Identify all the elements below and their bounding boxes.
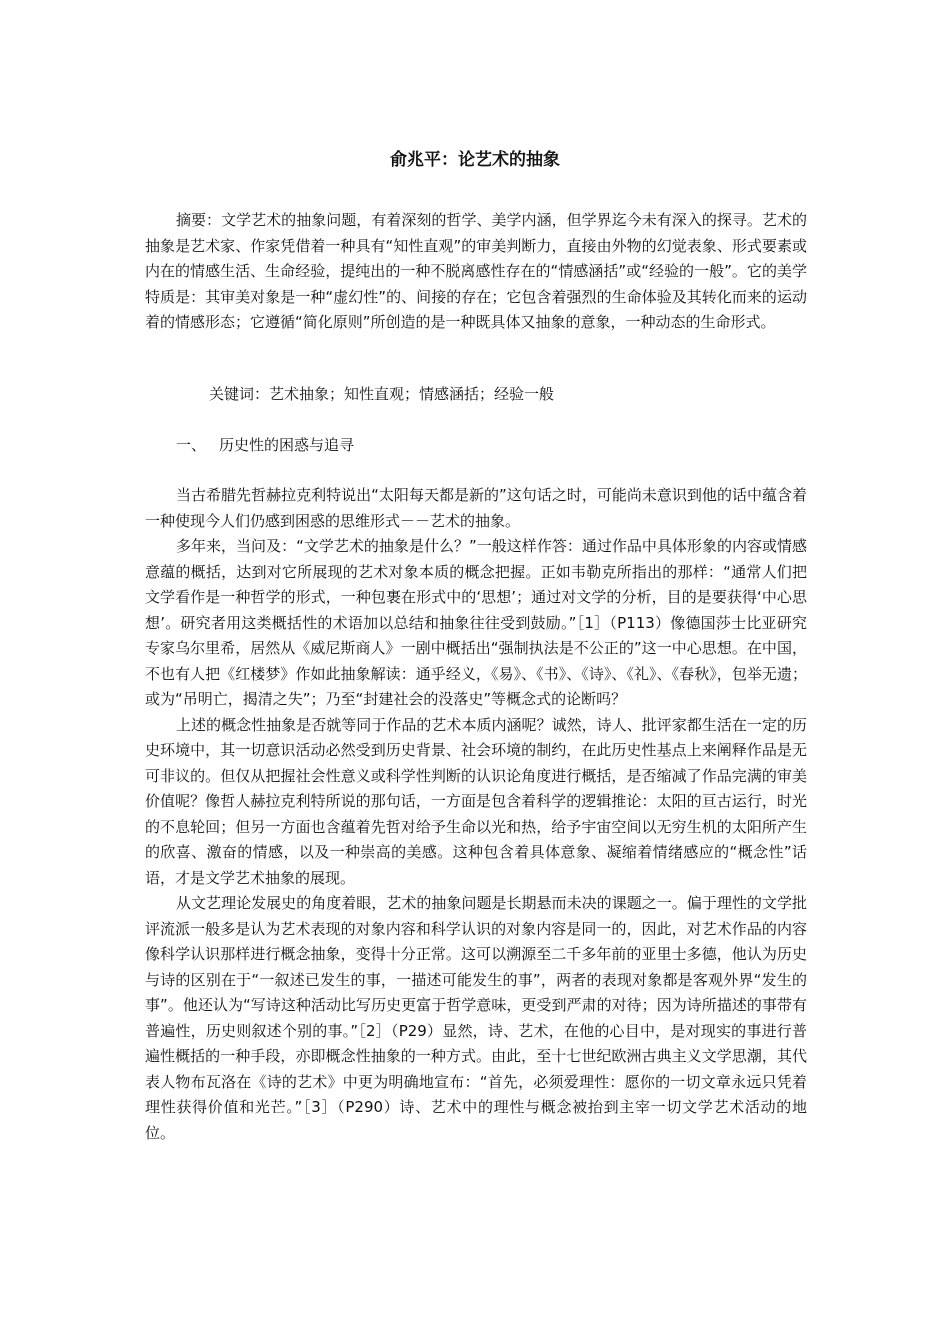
body-paragraph: 多年来，当问及：“文学艺术的抽象是什么？”一般这样作答：通过作品中具体形象的内容或情感意蕴的概括，达到对它所展现的艺术对象本质的概念把握。正如韦勒克所指出的那样：“通常人们把文学看作是一种哲学的形式，一种包裹在形式中的‘思想’；通过对文学的分析，目的是要获得‘中心思想’。研究者用这类概括性的术语加以总结和抽象往往受到鼓励。”［1］（P113）像德国莎士比亚研究专家乌尔里希，居然从《威尼斯商人》一剧中概括出“强制执法是不公正的”这一中心思想。在中国，不也有人把《红楼梦》作如此抽象解读：通乎经义，《易》、《书》、《诗》、《礼》、《春秋》，包举无遗；或为“吊明亡，揭清之失”；乃至“封建社会的没落史”等概念式的论断吗？ bbox=[145, 537, 807, 708]
section-heading bbox=[176, 433, 354, 458]
body-paragraph: 上述的概念性抽象是否就等同于作品的艺术本质内涵呢？诚然，诗人、批评家都生活在一定的历史环境中，其一切意识活动必然受到历史背景、社会环境的制约，在此历史性基点上来阐释作品是无可非议的。但仅从把握社会性意义或科学性判断的认识论角度进行概括，是否缩减了作品完满的审美价值呢？像哲人赫拉克利特所说的那句话，一方面是包含着科学的逻辑推论：太阳的亘古运行，时光的不息轮回；但另一方面也含蕴着先哲对给予生命以光和热，给予宇宙空间以无穷生机的太阳所产生的欣喜、激奋的情感，以及一种崇高的美感。这种包含着具体意象、凝缩着情绪感应的“概念性”话语，才是文学艺术抽象的展现。 bbox=[145, 715, 807, 887]
keywords-line: 关键词：艺术抽象；知性直观；情感涵括；经验一般 bbox=[209, 385, 555, 403]
section-number: 一、 bbox=[176, 436, 207, 454]
document-title: 俞兆平：论艺术的抽象 bbox=[390, 150, 560, 170]
abstract-paragraph: 摘要：文学艺术的抽象问题，有着深刻的哲学、美学内涵，但学界迄今未有深入的探寻。艺术的抽象是艺术家、作家凭借着一种具有“知性直观”的审美判断力，直接由外物的幻觉表象、形式要素或内在的情感生活、生命经验，提纯出的一种不脱离感性存在的“情感涵括”或“经验的一般”。它的美学特质是：其审美对象是一种“虚幻性”的、间接的存在；它包含着强烈的生命体验及其转化而来的运动着的情感形态；它遵循“简化原则”所创造的是一种既具体又抽象的意象，一种动态的生命形式。 bbox=[145, 211, 807, 331]
body-paragraph: 当古希腊先哲赫拉克利特说出“太阳每天都是新的”这句话之时，可能尚未意识到他的话中蕴含着一种使现今人们仍感到困惑的思维形式－－艺术的抽象。 bbox=[145, 486, 807, 530]
body-paragraph: 从文艺理论发展史的角度着眼，艺术的抽象问题是长期悬而未决的课题之一。偏于理性的文学批评流派一般多是认为艺术表现的对象内容和科学认识的对象内容是同一的，因此，对艺术作品的内容像科学认识那样进行概念抽象，变得十分正常。这可以溯源至二千多年前的亚里士多德，他认为历史与诗的区别在于“一叙述已发生的事，一描述可能发生的事”，两者的表现对象都是客观外界“发生的事”。他还认为“写诗这种活动比写历史更富于哲学意味，更受到严肃的对待；因为诗所描述的事带有普遍性，历史则叙述个别的事。”［2］（P29）显然，诗、艺术，在他的心目中，是对现实的事进行普遍性概括的一种手段，亦即概念性抽象的一种方式。由此，至十七世纪欧洲古典主义文学思潮，其代表人物布瓦洛在《诗的艺术》中更为明确地宣布：“首先，必须爱理性：愿你的一切文章永远只凭着理性获得价值和光芒。”［3］（P290）诗、艺术中的理性与概念被抬到主宰一切文学艺术活动的地位。 bbox=[145, 894, 807, 1142]
body-text bbox=[145, 483, 807, 1146]
section-title: 历史性的困惑与追寻 bbox=[219, 436, 355, 454]
